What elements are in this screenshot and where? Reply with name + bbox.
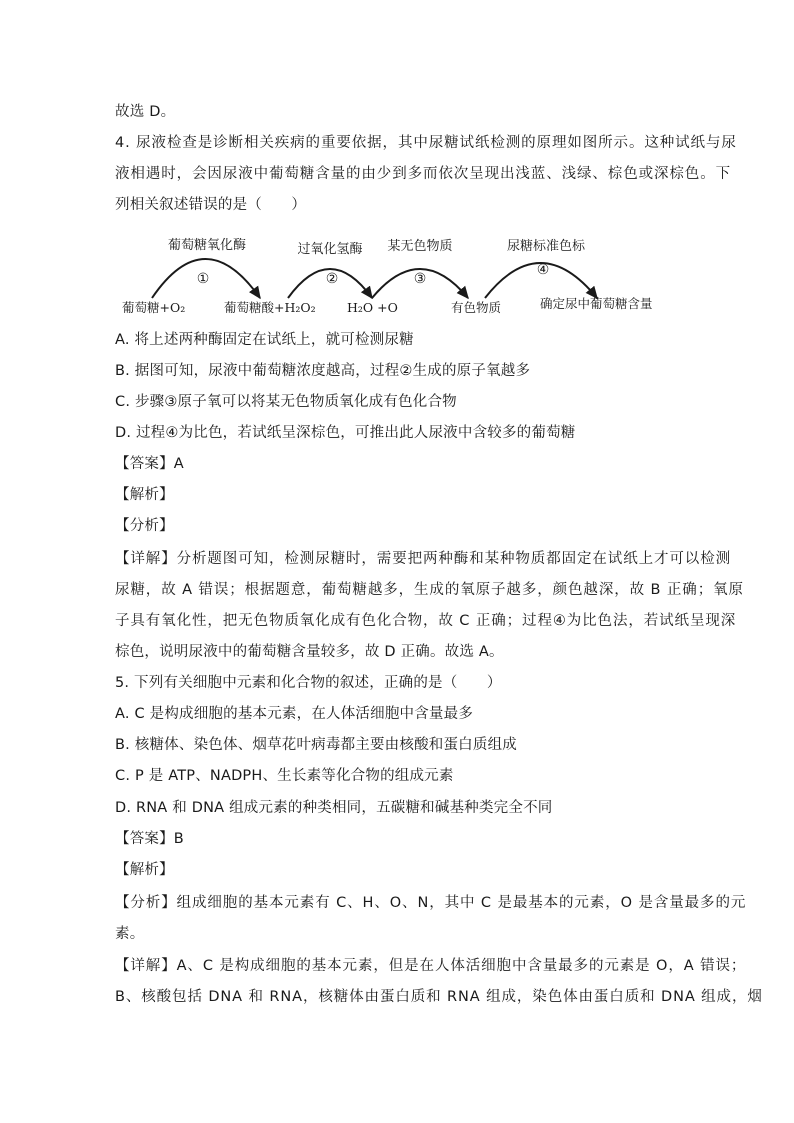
q4-detail-line: 【详解】分析题图可知，检测尿糖时，需要把两种酶和某种物质都固定在试纸上才可以检测 — [115, 551, 731, 567]
q4-detail-line: 棕色，说明尿液中的葡萄糖含量较多，故 D 正确。故选 A。 — [115, 644, 504, 660]
q4-stem-line: 液相遇时，会因尿液中葡萄糖含量的由少到多而依次呈现出浅蓝、浅绿、棕色或深棕色。下 — [115, 166, 731, 182]
q5-detail-line: 【详解】A、C 是构成细胞的基本元素，但是在人体活细胞中含量最多的元素是 O，A 错误； — [115, 958, 747, 974]
reaction-node: H₂O +O — [347, 300, 398, 315]
q4-stem-line: 4. 尿液检查是诊断相关疾病的重要依据，其中尿糖试纸检测的原理如图所示。这种试纸与尿 — [115, 135, 737, 151]
step-number: ② — [325, 271, 339, 287]
reaction-node: 葡萄糖+O₂ — [122, 300, 186, 315]
q5-fenxi-line: 【分析】组成细胞的基本元素有 C、H、O、N，其中 C 是最基本的元素，O 是含量最多的元 — [115, 895, 747, 911]
q5-detail-line: B、核酸包括 DNA 和 RNA，核糖体由蛋白质和 RNA 组成，染色体由蛋白质和 DNA 组成，烟 — [115, 989, 763, 1005]
q5-option-a: A. C 是构成细胞的基本元素，在人体活细胞中含量最多 — [115, 706, 474, 722]
q4-fenxi-heading: 【分析】 — [115, 518, 174, 534]
reaction-node: 有色物质 — [451, 300, 502, 315]
step-number: ③ — [413, 271, 427, 287]
enzyme-label: 葡萄糖氧化酶 — [167, 238, 247, 253]
q4-answer: 【答案】A — [115, 456, 184, 472]
q4-detail-line: 子具有氧化性，把无色物质氧化成有色化合物，故 C 正确；过程④为比色法，若试纸呈现深 — [115, 613, 737, 629]
step-number: ① — [196, 271, 210, 287]
enzyme-label: 尿糖标准色标 — [506, 239, 586, 254]
q5-stem: 5. 下列有关细胞中元素和化合物的叙述，正确的是（ ） — [115, 675, 502, 691]
q4-stem-line: 列相关叙述错误的是（ ） — [115, 197, 307, 213]
q4-option-a: A. 将上述两种酶固定在试纸上，就可检测尿糖 — [115, 332, 414, 348]
enzyme-label: 过氧化氢酶 — [297, 242, 363, 257]
q4-option-b: B. 据图可知，尿液中葡萄糖浓度越高，过程②生成的原子氧越多 — [115, 363, 531, 379]
q4-option-c: C. 步骤③原子氧可以将某无色物质氧化成有色化合物 — [115, 394, 457, 410]
q4-option-d: D. 过程④为比色，若试纸呈深棕色，可推出此人尿液中含较多的葡萄糖 — [115, 425, 576, 441]
q5-option-d: D. RNA 和 DNA 组成元素的种类相同，五碳糖和碱基种类完全不同 — [115, 800, 553, 816]
step-number: ④ — [536, 262, 550, 278]
q4-detail-line: 尿糖，故 A 错误；根据题意，葡萄糖越多，生成的氧原子越多，颜色越深，故 B 正确；氧原 — [115, 582, 744, 598]
reaction-node: 葡萄糖酸+H₂O₂ — [224, 300, 316, 315]
urine-test-diagram — [110, 228, 670, 323]
q5-option-c: C. P 是 ATP、NADPH、生长素等化合物的组成元素 — [115, 768, 454, 784]
prev-answer-tail: 故选 D。 — [115, 104, 176, 120]
q5-option-b: B. 核糖体、染色体、烟草花叶病毒都主要由核酸和蛋白质组成 — [115, 737, 517, 753]
reaction-node: 确定尿中葡萄糖含量 — [540, 296, 653, 311]
q5-fenxi-line: 素。 — [115, 926, 145, 942]
enzyme-label: 某无色物质 — [387, 239, 453, 254]
q5-answer: 【答案】B — [115, 831, 184, 847]
q4-analysis-heading: 【解析】 — [115, 487, 174, 503]
q5-analysis-heading: 【解析】 — [115, 862, 174, 878]
